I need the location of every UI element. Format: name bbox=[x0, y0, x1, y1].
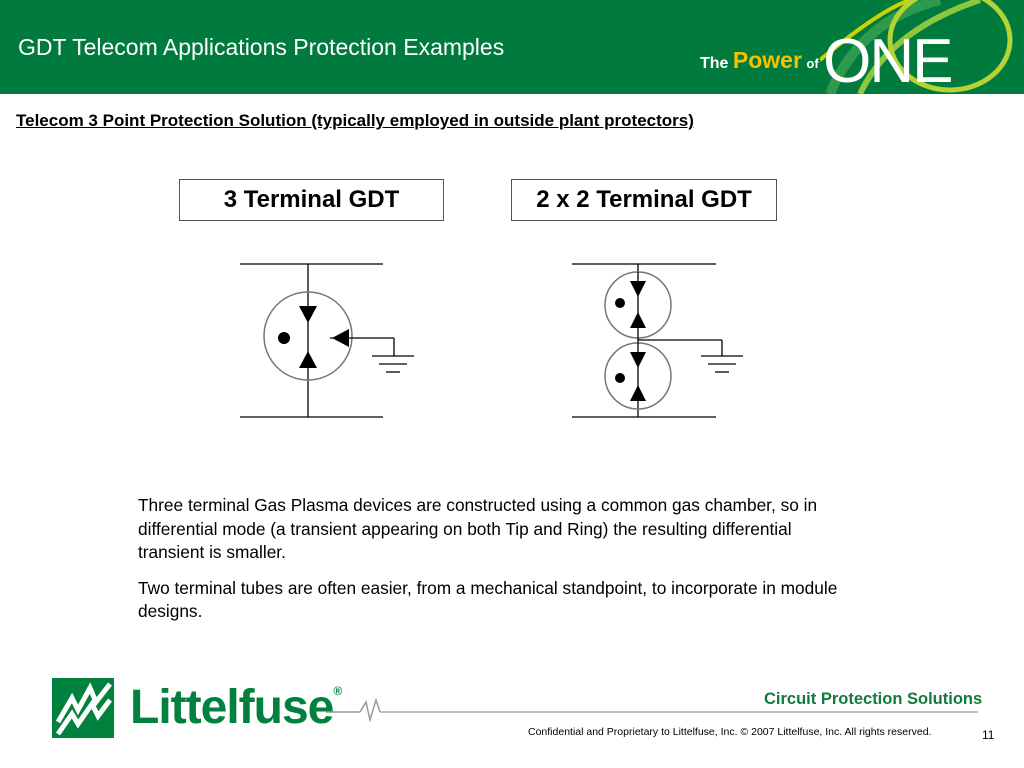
page-number: 11 bbox=[982, 728, 995, 742]
circuit-protection-tagline: Circuit Protection Solutions bbox=[764, 690, 983, 708]
two-x-two-terminal-gdt-electrodes bbox=[615, 281, 646, 401]
brand-power: Power bbox=[732, 47, 802, 73]
label-3-terminal-gdt: 3 Terminal GDT bbox=[179, 179, 444, 221]
confidential-notice: Confidential and Proprietary to Littelfuse, Inc. © 2007 Littelfuse, Inc. All rights reserved. bbox=[528, 726, 932, 738]
two-x-two-terminal-gdt-diagram bbox=[572, 264, 743, 417]
page-title: GDT Telecom Applications Protection Examples bbox=[18, 34, 505, 60]
brand-the: The bbox=[700, 55, 729, 72]
littelfuse-logo-icon bbox=[52, 678, 116, 740]
three-terminal-gdt-diagram bbox=[240, 264, 414, 417]
three-terminal-gdt-electrodes bbox=[278, 306, 349, 368]
brand-of: of bbox=[806, 56, 819, 71]
brand-one: ONE bbox=[823, 27, 952, 94]
section-subtitle: Telecom 3 Point Protection Solution (typically employed in outside plant protectors) bbox=[16, 111, 694, 130]
registered-mark: ® bbox=[333, 684, 342, 698]
body-text bbox=[138, 494, 858, 636]
label-2x2-terminal-gdt: 2 x 2 Terminal GDT bbox=[511, 179, 777, 221]
littelfuse-wordmark bbox=[130, 680, 341, 735]
paragraph-two-terminal: Two terminal tubes are often easier, from a mechanical standpoint, to incorporate in module designs. bbox=[138, 577, 838, 621]
logo-text: Littelfuse bbox=[130, 681, 334, 734]
paragraph-three-terminal: Three terminal Gas Plasma devices are constructed using a common gas chamber, so in differential mode (a transient appearing on both Tip and Ring) the resulting differential transient is smaller. bbox=[138, 495, 818, 562]
